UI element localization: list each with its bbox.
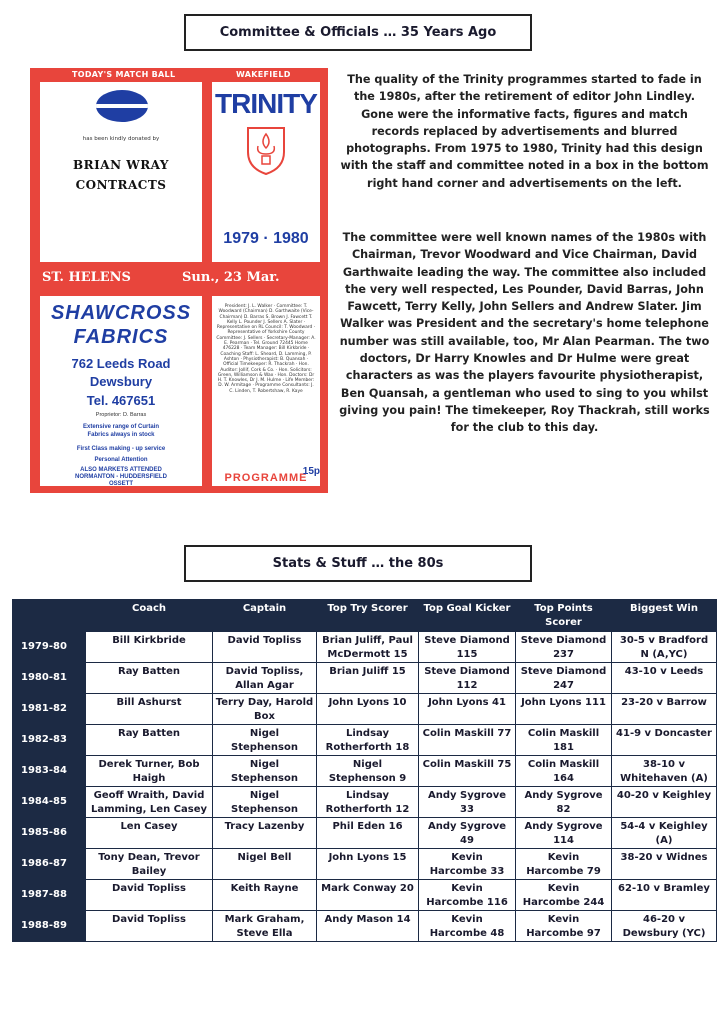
cell-top-goal-kicker: Colin Maskill 77 bbox=[419, 725, 516, 756]
header-top-try-scorer: Top Try Scorer bbox=[317, 600, 419, 632]
cell-top-points-scorer: Kevin Harcombe 244 bbox=[516, 880, 612, 911]
cell-top-try-scorer: John Lyons 10 bbox=[317, 694, 419, 725]
cell-coach: Len Casey bbox=[86, 818, 213, 849]
cell-top-points-scorer: Steve Diamond 237 bbox=[516, 632, 612, 663]
donated-text: has been kindly donated by bbox=[82, 136, 160, 142]
club-name: TRINITY bbox=[215, 88, 317, 119]
cell-coach: Bill Ashurst bbox=[86, 694, 213, 725]
programme-header-left: TODAY'S MATCH BALL bbox=[72, 70, 176, 79]
table-row bbox=[13, 632, 717, 663]
match-date: Sun., 23 Mar. bbox=[182, 270, 280, 285]
section-title-stats: Stats & Stuff … the 80s bbox=[184, 545, 532, 582]
cell-biggest-win: 38-20 v Widnes bbox=[612, 849, 717, 880]
cell-biggest-win: 46-20 v Dewsbury (YC) bbox=[612, 911, 717, 942]
cell-season: 1988-89 bbox=[13, 911, 86, 942]
cell-season: 1979-80 bbox=[13, 632, 86, 663]
donor-company: CONTRACTS bbox=[75, 178, 167, 192]
ad-telephone: Tel. 467651 bbox=[86, 393, 156, 408]
table-row bbox=[13, 849, 717, 880]
table-row bbox=[13, 787, 717, 818]
cell-captain: Mark Graham, Steve Ella bbox=[213, 911, 317, 942]
cell-top-try-scorer: Lindsay Rotherforth 12 bbox=[317, 787, 419, 818]
ad-line-2: Fabrics always in stock bbox=[87, 432, 155, 438]
opponent-name: ST. HELENS bbox=[42, 270, 131, 285]
cell-coach: David Topliss bbox=[86, 911, 213, 942]
table-row bbox=[13, 818, 717, 849]
table-row bbox=[13, 725, 717, 756]
header-captain: Captain bbox=[213, 600, 317, 632]
cell-top-goal-kicker: Colin Maskill 75 bbox=[419, 756, 516, 787]
cell-biggest-win: 30-5 v Bradford N (A,YC) bbox=[612, 632, 717, 663]
cell-coach: Derek Turner, Bob Haigh bbox=[86, 756, 213, 787]
cell-top-points-scorer: Andy Sygrove 114 bbox=[516, 818, 612, 849]
cell-top-points-scorer: John Lyons 111 bbox=[516, 694, 612, 725]
cell-top-goal-kicker: Andy Sygrove 49 bbox=[419, 818, 516, 849]
programme-price: 15p bbox=[302, 466, 320, 477]
advertisement-panel bbox=[40, 296, 202, 486]
cell-captain: Keith Rayne bbox=[213, 880, 317, 911]
cell-captain: Terry Day, Harold Box bbox=[213, 694, 317, 725]
cell-biggest-win: 23-20 v Barrow bbox=[612, 694, 717, 725]
cell-biggest-win: 40-20 v Keighley bbox=[612, 787, 717, 818]
table-row bbox=[13, 756, 717, 787]
cell-coach: Tony Dean, Trevor Bailey bbox=[86, 849, 213, 880]
cell-top-points-scorer: Kevin Harcombe 79 bbox=[516, 849, 612, 880]
cell-top-try-scorer: John Lyons 15 bbox=[317, 849, 419, 880]
section-title-committee: Committee & Officials … 35 Years Ago bbox=[184, 14, 532, 51]
cell-top-try-scorer: Andy Mason 14 bbox=[317, 911, 419, 942]
cell-coach: Ray Batten bbox=[86, 725, 213, 756]
cell-top-try-scorer: Lindsay Rotherforth 18 bbox=[317, 725, 419, 756]
table-row bbox=[13, 663, 717, 694]
club-panel bbox=[212, 82, 320, 262]
rugby-ball-icon bbox=[96, 90, 148, 122]
cell-top-try-scorer: Mark Conway 20 bbox=[317, 880, 419, 911]
cell-captain: Tracy Lazenby bbox=[213, 818, 317, 849]
table-row bbox=[13, 911, 717, 942]
cell-season: 1984-85 bbox=[13, 787, 86, 818]
cell-top-points-scorer: Colin Maskill 164 bbox=[516, 756, 612, 787]
cell-season: 1983-84 bbox=[13, 756, 86, 787]
cell-season: 1987-88 bbox=[13, 880, 86, 911]
cell-season: 1982-83 bbox=[13, 725, 86, 756]
header-top-points-scorer: Top Points Scorer bbox=[516, 600, 612, 632]
ad-company-name-2: FABRICS bbox=[73, 326, 169, 348]
programme-header-right: WAKEFIELD bbox=[236, 70, 291, 79]
paragraph-committee: The committee were well known names of the 1980s with Chairman, Trevor Woodward and Vice Chairman, David Garthwaite leading the way. The committee also included the very well respected, Les Pounder, David Barras, John Fawcett, Terry Kelly, John Sellers and Andrew Slater. Jim Walker was President and the secretary's home telephone number was still available, too, Mr Alan Pearman. The two doctors, Dr Harry Knowles and Dr Hulme were great characters as was the players favourite physiotherapist, Ben Quansah, a gentleman who used to sing to you whilst giving you pain! The timekeeper, Roy Thackrah, still works for the club to this day. bbox=[339, 231, 710, 435]
cell-top-points-scorer: Kevin Harcombe 97 bbox=[516, 911, 612, 942]
paragraph-programmes: The quality of the Trinity programmes started to fade in the 1980s, after the retirement of editor John Lindley. Gone were the informative facts, figures and match records replaced by advertisements and blurred photographs. From 1975 to 1980, Trinity had this design with the staff and committee noted in a box in the bottom right hand corner and advertisements on the left. bbox=[340, 73, 709, 190]
cell-season: 1986-87 bbox=[13, 849, 86, 880]
cell-top-try-scorer: Brian Juliff, Paul McDermott 15 bbox=[317, 632, 419, 663]
header-coach: Coach bbox=[86, 600, 213, 632]
stats-table bbox=[12, 599, 717, 942]
cell-captain: Nigel Stephenson bbox=[213, 725, 317, 756]
ad-line-7: OSSETT bbox=[108, 481, 133, 487]
cell-biggest-win: 54-4 v Keighley (A) bbox=[612, 818, 717, 849]
programme-season: 1979 · 1980 bbox=[223, 230, 309, 247]
donor-name: BRIAN WRAY bbox=[73, 158, 169, 172]
header-top-goal-kicker: Top Goal Kicker bbox=[419, 600, 516, 632]
cell-captain: Nigel Stephenson bbox=[213, 756, 317, 787]
table-row bbox=[13, 694, 717, 725]
ad-line-4: Personal Attention bbox=[94, 457, 148, 463]
cell-coach: Ray Batten bbox=[86, 663, 213, 694]
cell-captain: Nigel Stephenson bbox=[213, 787, 317, 818]
cell-top-points-scorer: Steve Diamond 247 bbox=[516, 663, 612, 694]
ad-line-1: Extensive range of Curtain bbox=[82, 424, 160, 430]
cell-season: 1980-81 bbox=[13, 663, 86, 694]
cell-top-goal-kicker: Steve Diamond 115 bbox=[419, 632, 516, 663]
officials-list: President: J. L. Walker · Committee: T. Woodward (Chairman) D. Garthwaite (Vice-Chairman) D. Barras S. Brown J. Fawcett T. Kelly L. Pounder J. Sellers A. Slater · Representative on RL Council: T. Woodward · Representative of Yorkshire County Committee: J. Sellers · Secretary-Manager: A. E. Pearman · Tel. Ground 72445 Home 476228 · Team Manager: Bill Kirkbride · Coaching Staff: L. Sheard, D. Lamming, P. Ashton · Physiotherapist: B. Quansah · Official Timekeeper: R. Thackrah · Hon. Auditor: Jollif, Cork & Co. · Hon. Solicitors: Green, Williamson & Wax · Hon. Doctors: Dr H. T. Knowles, Dr J. M. Hulme · Life Member: D. W. Armitage · Programme Consultants: J. C. Linden, T. Robertshaw, R. Kaye bbox=[216, 304, 316, 394]
programme-cover-image bbox=[30, 68, 328, 493]
cell-captain: David Topliss, Allan Agar bbox=[213, 663, 317, 694]
cell-coach: Bill Kirkbride bbox=[86, 632, 213, 663]
cell-biggest-win: 43-10 v Leeds bbox=[612, 663, 717, 694]
cell-coach: David Topliss bbox=[86, 880, 213, 911]
ad-address-2: Dewsbury bbox=[89, 374, 153, 389]
cell-season: 1981-82 bbox=[13, 694, 86, 725]
cell-top-points-scorer: Andy Sygrove 82 bbox=[516, 787, 612, 818]
cell-top-goal-kicker: Steve Diamond 112 bbox=[419, 663, 516, 694]
cell-biggest-win: 38-10 v Whitehaven (A) bbox=[612, 756, 717, 787]
cell-top-goal-kicker: Kevin Harcombe 48 bbox=[419, 911, 516, 942]
club-crest-icon bbox=[244, 124, 288, 176]
match-ball-panel bbox=[40, 82, 202, 262]
table-row bbox=[13, 880, 717, 911]
cell-top-goal-kicker: Andy Sygrove 33 bbox=[419, 787, 516, 818]
cell-top-try-scorer: Nigel Stephenson 9 bbox=[317, 756, 419, 787]
cell-top-goal-kicker: Kevin Harcombe 33 bbox=[419, 849, 516, 880]
cell-top-goal-kicker: Kevin Harcombe 116 bbox=[419, 880, 516, 911]
cell-top-try-scorer: Phil Eden 16 bbox=[317, 818, 419, 849]
cell-coach: Geoff Wraith, David Lamming, Len Casey bbox=[86, 787, 213, 818]
ad-line-3: First Class making - up service bbox=[76, 446, 166, 452]
cell-season: 1985-86 bbox=[13, 818, 86, 849]
cell-top-goal-kicker: John Lyons 41 bbox=[419, 694, 516, 725]
cell-captain: Nigel Bell bbox=[213, 849, 317, 880]
ad-line-6: NORMANTON - HUDDERSFIELD bbox=[75, 474, 167, 480]
officials-panel bbox=[212, 296, 320, 486]
header-season bbox=[13, 600, 86, 632]
cell-captain: David Topliss bbox=[213, 632, 317, 663]
cell-top-points-scorer: Colin Maskill 181 bbox=[516, 725, 612, 756]
ad-proprietor: Proprietor: D. Barras bbox=[95, 412, 147, 418]
header-biggest-win: Biggest Win bbox=[612, 600, 717, 632]
programme-word: PROGRAMME bbox=[224, 472, 308, 484]
ad-address-1: 762 Leeds Road bbox=[71, 356, 171, 371]
table-header-row bbox=[13, 600, 717, 632]
cell-top-try-scorer: Brian Juliff 15 bbox=[317, 663, 419, 694]
cell-biggest-win: 41-9 v Doncaster bbox=[612, 725, 717, 756]
cell-biggest-win: 62-10 v Bramley bbox=[612, 880, 717, 911]
ad-line-5: ALSO MARKETS ATTENDED bbox=[80, 467, 162, 473]
ad-company-name-1: SHAWCROSS bbox=[50, 302, 192, 324]
